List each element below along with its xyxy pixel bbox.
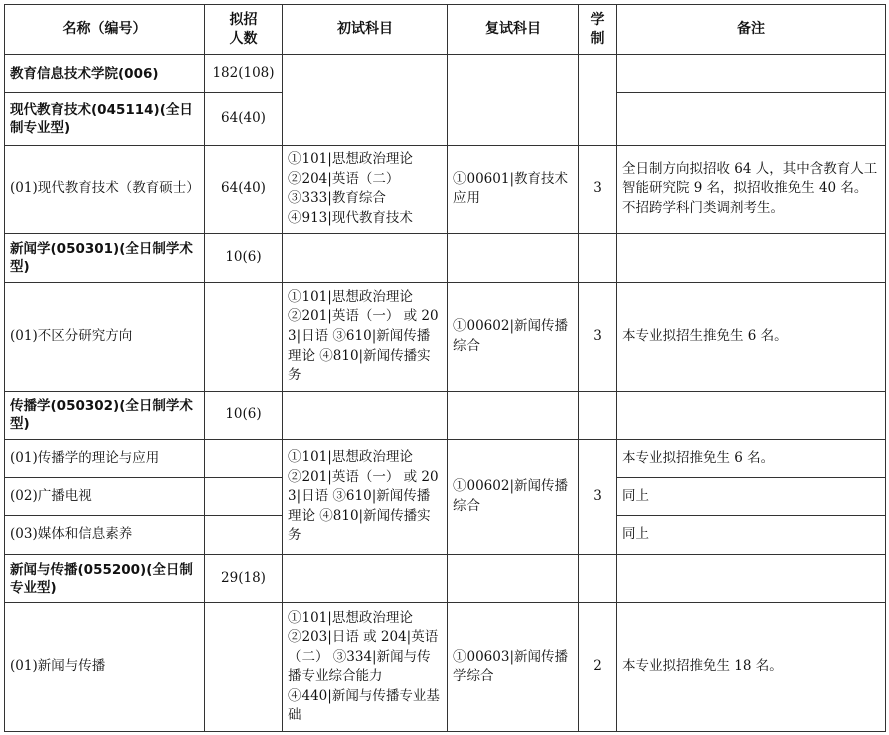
header-duration: 学制 [579, 5, 617, 55]
edtech-notes: 全日制方向拟招收 64 人，其中含教育人工智能研究院 9 名，拟招收推免生 40 名。不招跨学科门类调剂考生。 [617, 145, 886, 233]
mjc-major-name: 新闻与传播(055200)(全日制专业型) [5, 555, 205, 603]
edtech-direction-name: (01)现代教育技术（教育硕士） [5, 145, 205, 233]
table-row-mjc-direction [5, 603, 886, 732]
communication-major-name: 传播学(050302)(全日制学术型) [5, 391, 205, 439]
edtech-prelim: ①101|思想政治理论 ②204|英语（二） ③333|教育综合 ④913|现代教育技术 [283, 145, 448, 233]
journalism-retest: ①00602|新闻传播综合 [448, 283, 579, 391]
table-row-mjc-major [5, 555, 886, 603]
college-quota: 182(108) [205, 55, 283, 93]
header-retest: 复试科目 [448, 5, 579, 55]
journalism-major-quota: 10(6) [205, 233, 283, 282]
header-notes: 备注 [617, 5, 886, 55]
edtech-major-name: 现代教育技术(045114)(全日制专业型) [5, 93, 205, 145]
mjc-major-retest-empty [448, 555, 579, 603]
edtech-retest: ①00601|教育技术应用 [448, 145, 579, 233]
table-row-communication-direction-1 [5, 439, 886, 477]
edtech-major-notes-empty [617, 93, 886, 145]
communication-direction-3-quota-empty [205, 516, 283, 555]
admissions-table [4, 4, 886, 732]
table-row-edtech-direction [5, 145, 886, 233]
college-prelim-empty [283, 55, 448, 145]
college-retest-empty [448, 55, 579, 145]
table-row-communication-major [5, 391, 886, 439]
edtech-major-quota: 64(40) [205, 93, 283, 145]
college-name: 教育信息技术学院(006) [5, 55, 205, 93]
mjc-retest: ①00603|新闻传播学综合 [448, 603, 579, 732]
journalism-prelim: ①101|思想政治理论 ②201|英语（一） 或 203|日语 ③610|新闻传播理论 ④810|新闻传播实务 [283, 283, 448, 391]
college-duration-empty [579, 55, 617, 145]
table-row-college [5, 55, 886, 93]
header-row [5, 5, 886, 55]
mjc-major-notes-empty [617, 555, 886, 603]
communication-direction-1-quota-empty [205, 439, 283, 477]
communication-notes-1: 本专业拟招推免生 6 名。 [617, 439, 886, 477]
journalism-major-notes-empty [617, 233, 886, 282]
communication-prelim: ①101|思想政治理论 ②201|英语（一） 或 203|日语 ③610|新闻传播理论 ④810|新闻传播实务 [283, 439, 448, 554]
communication-major-notes-empty [617, 391, 886, 439]
mjc-notes: 本专业拟招推免生 18 名。 [617, 603, 886, 732]
journalism-notes: 本专业拟招生推免生 6 名。 [617, 283, 886, 391]
journalism-major-name: 新闻学(050301)(全日制学术型) [5, 233, 205, 282]
mjc-major-duration-empty [579, 555, 617, 603]
communication-duration: 3 [579, 439, 617, 554]
mjc-prelim: ①101|思想政治理论 ②203|日语 或 204|英语（二） ③334|新闻与传播专业综合能力 ④440|新闻与传播专业基础 [283, 603, 448, 732]
edtech-duration: 3 [579, 145, 617, 233]
journalism-duration: 3 [579, 283, 617, 391]
communication-major-quota: 10(6) [205, 391, 283, 439]
mjc-duration: 2 [579, 603, 617, 732]
mjc-direction-name: (01)新闻与传播 [5, 603, 205, 732]
communication-direction-2-quota-empty [205, 477, 283, 515]
communication-direction-3-name: (03)媒体和信息素养 [5, 516, 205, 555]
journalism-major-duration-empty [579, 233, 617, 282]
college-notes-empty [617, 55, 886, 93]
mjc-major-quota: 29(18) [205, 555, 283, 603]
communication-retest: ①00602|新闻传播综合 [448, 439, 579, 554]
communication-notes-2: 同上 [617, 477, 886, 515]
journalism-major-prelim-empty [283, 233, 448, 282]
communication-major-prelim-empty [283, 391, 448, 439]
table-row-journalism-major [5, 233, 886, 282]
mjc-direction-quota-empty [205, 603, 283, 732]
header-name: 名称（编号） [5, 5, 205, 55]
mjc-major-prelim-empty [283, 555, 448, 603]
journalism-major-retest-empty [448, 233, 579, 282]
communication-notes-3: 同上 [617, 516, 886, 555]
communication-direction-2-name: (02)广播电视 [5, 477, 205, 515]
journalism-direction-name: (01)不区分研究方向 [5, 283, 205, 391]
communication-major-retest-empty [448, 391, 579, 439]
communication-direction-1-name: (01)传播学的理论与应用 [5, 439, 205, 477]
header-prelim: 初试科目 [283, 5, 448, 55]
header-quota: 拟招 人数 [205, 5, 283, 55]
edtech-direction-quota: 64(40) [205, 145, 283, 233]
journalism-direction-quota-empty [205, 283, 283, 391]
table-row-journalism-direction [5, 283, 886, 391]
communication-major-duration-empty [579, 391, 617, 439]
